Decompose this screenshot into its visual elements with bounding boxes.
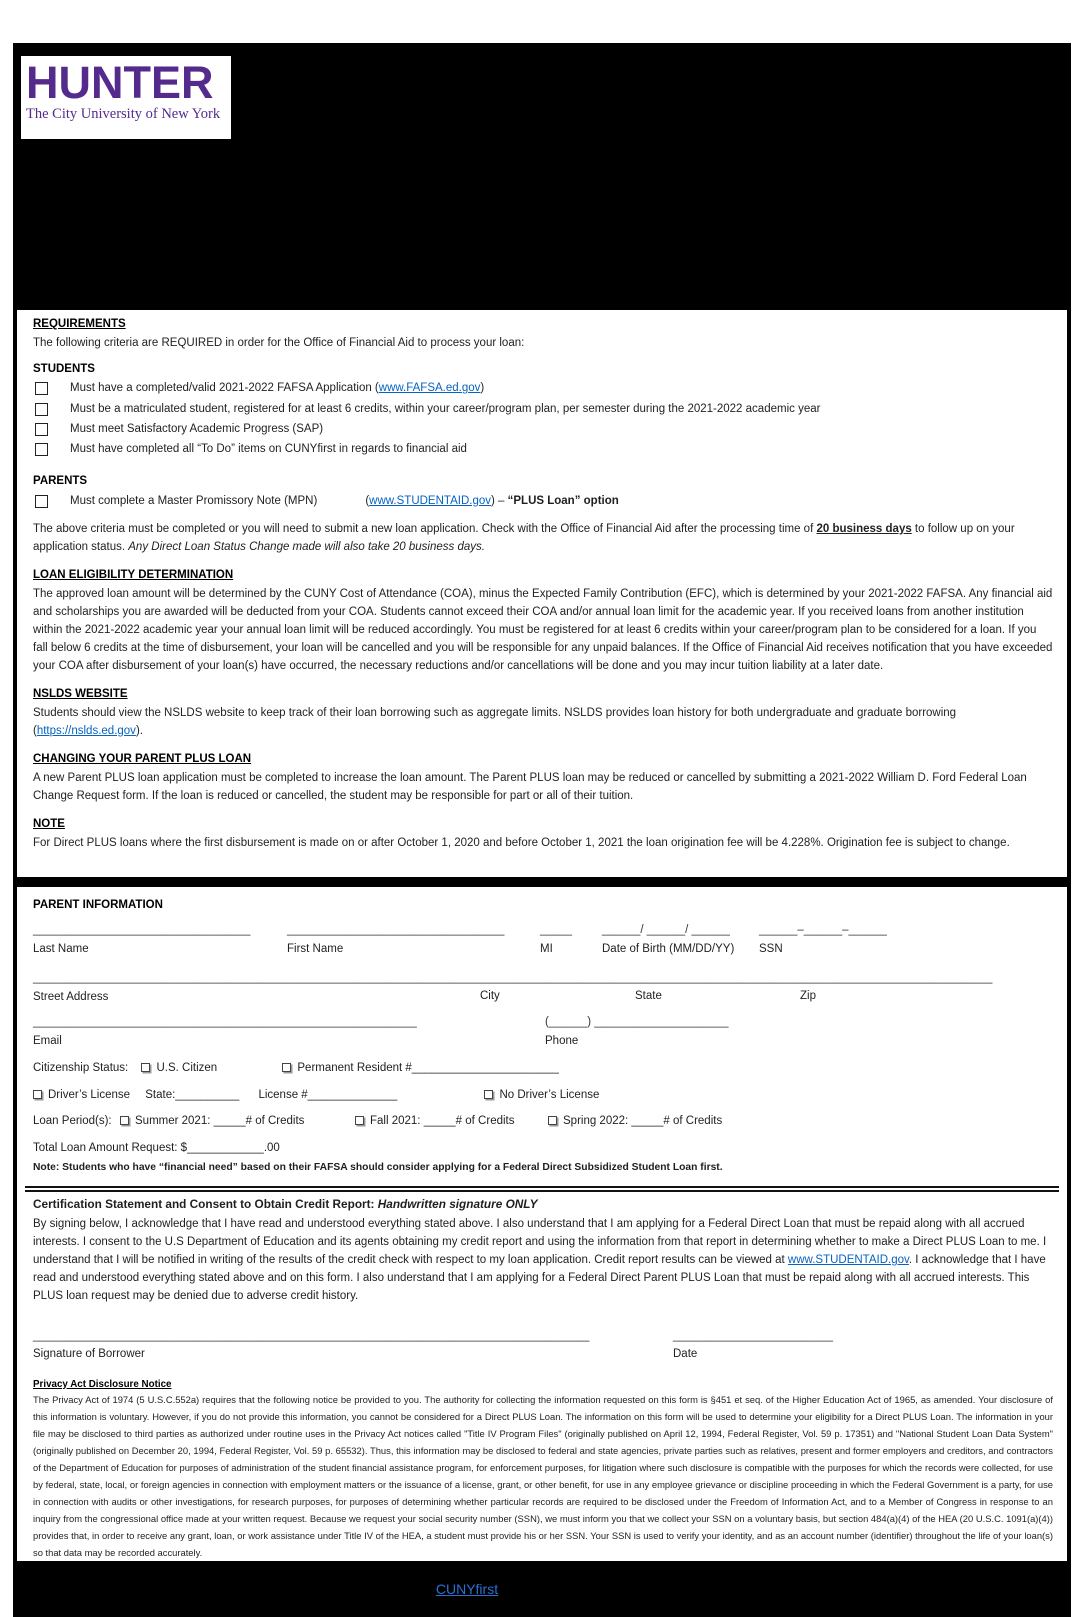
fall-option bbox=[355, 1113, 514, 1130]
spring-option-label: Spring 2022: _____# of Credits bbox=[563, 1114, 723, 1127]
certification-post: . I acknowledge that I have read and understood everything stated above and on this form. I also understand that I am applying for a Federal Direct Parent PLUS Loan that must be repaid along with all accrued interests. This PLUS loan request may be denied due to adverse credit history. bbox=[33, 1253, 1046, 1302]
student-req-fafsa-text: Must have a completed/valid 2021-2022 FAFSA Application ( bbox=[70, 382, 379, 395]
mi-label: MI bbox=[540, 942, 553, 955]
citizenship-label: Citizenship Status: bbox=[33, 1062, 129, 1075]
cunyfirst-link[interactable]: CUNYfirst bbox=[435, 1581, 499, 1598]
loan-eligibility-body: The approved loan amount will be determined by the CUNY Cost of Attendance (COA), minus the Expected Family Contribution (EFC), which is determined by your 2021-2022 FAFSA. Any financial aid and scholarships you are awarded will be deducted from your COA. Students cannot exceed their COA and/or annual loan limit for the academic year. If you received loans from another institution within the 2021-2022 academic year your annual loan limit will be reduced accordingly. You must be registered for at least 6 credits within your career/program plan to be considered for a loan. If you fall below 6 credits at the time of disbursement, your loan will be cancelled and you will be responsible for any unpaid balances. If the Office of Financial Aid receives notification that you have exceeded your COA after disbursement of your loan(s) have occurred, the necessary reductions and/or cancellations will be done and you may incur tuition liability at a later date. bbox=[33, 588, 1053, 672]
total-loan-amount: Total Loan Amount Request: $____________.00 bbox=[33, 1141, 280, 1154]
summer-option bbox=[120, 1113, 304, 1130]
studentaid-link[interactable]: www.STUDENTAID.gov bbox=[787, 1253, 909, 1266]
certification-body bbox=[33, 1216, 1053, 1306]
email-blank: ____________________________________________________________ bbox=[33, 1016, 417, 1029]
fafsa-link[interactable]: www.FAFSA.ed.gov bbox=[378, 382, 481, 395]
parent-requirement-label bbox=[70, 493, 619, 510]
nslds-heading: NSLDS WEBSITE bbox=[33, 687, 128, 700]
mi-blank: _____ bbox=[540, 924, 572, 937]
ssn-label: SSN bbox=[759, 942, 783, 955]
license-number-blank: License #______________ bbox=[258, 1088, 398, 1101]
license-state-blank: State:__________ bbox=[145, 1088, 240, 1101]
drivers-license-option: Driver’s License bbox=[48, 1088, 131, 1101]
no-drivers-license-option: No Driver’s License bbox=[499, 1088, 600, 1101]
changing-plus-heading: CHANGING YOUR PARENT PLUS LOAN bbox=[33, 752, 252, 765]
loan-eligibility-heading: LOAN ELIGIBILITY DETERMINATION bbox=[33, 568, 234, 581]
city-label: City bbox=[480, 990, 500, 1003]
parents-heading: PARENTS bbox=[33, 475, 88, 488]
citizenship-row bbox=[33, 1060, 1053, 1077]
checkbox-icon[interactable] bbox=[33, 1090, 42, 1099]
phone-label: Phone bbox=[545, 1034, 579, 1047]
checkbox-icon[interactable] bbox=[35, 495, 48, 508]
page-content bbox=[13, 310, 1071, 1561]
followup-p1: The above criteria must be completed or you will need to submit a new loan application. Check with the Office of Financial Aid after the processing time of bbox=[33, 522, 817, 535]
student-requirement-label: Must meet Satisfactory Academic Progress (SAP) bbox=[70, 422, 324, 435]
email-field[interactable] bbox=[33, 1014, 417, 1050]
fall-option-label: Fall 2021: _____# of Credits bbox=[370, 1114, 515, 1127]
followup-italic: Any Direct Loan Status Change made will also take 20 business days. bbox=[128, 540, 485, 553]
summer-option-label: Summer 2021: _____# of Credits bbox=[135, 1114, 305, 1127]
note-body: For Direct PLUS loans where the first disbursement is made on or after October 1, 2020 and before October 1, 2021 the loan origination fee will be 4.228%. Origination fee is subject to change. bbox=[33, 837, 1010, 850]
dob-field[interactable] bbox=[602, 922, 734, 958]
note-heading: NOTE bbox=[33, 818, 65, 830]
section-divider-bar bbox=[17, 877, 1067, 887]
state-label: State bbox=[635, 990, 662, 1003]
street-address-label: Street Address bbox=[33, 990, 109, 1003]
checkbox-icon[interactable] bbox=[282, 1063, 291, 1072]
last-name-blank: __________________________________ bbox=[33, 924, 251, 937]
student-requirement-label: Must be a matriculated student, registered for at least 6 credits, within your career/program plan, per semester during the 2021-2022 academic year bbox=[70, 402, 821, 415]
students-heading: STUDENTS bbox=[33, 363, 95, 376]
street-address-row bbox=[33, 970, 1053, 1010]
signature-field[interactable] bbox=[33, 1328, 589, 1364]
nslds-link[interactable]: https://nslds.ed.gov bbox=[36, 724, 136, 737]
plus-loan-option-text: “PLUS Loan” option bbox=[507, 494, 619, 507]
signature-blank: _______________________________________________________________________________________ bbox=[33, 1329, 590, 1342]
checkbox-icon[interactable] bbox=[141, 1063, 150, 1072]
permanent-resident-option: Permanent Resident #_______________________ bbox=[297, 1062, 559, 1075]
street-address-blank: ______________________________________________________________________________________________________________________________________________________ bbox=[33, 972, 993, 985]
checkbox-icon[interactable] bbox=[548, 1116, 557, 1125]
student-requirement-label bbox=[70, 380, 484, 397]
date-label: Date bbox=[673, 1347, 698, 1360]
email-phone-row bbox=[33, 1014, 1053, 1054]
header-band bbox=[13, 43, 1071, 310]
checkbox-icon[interactable] bbox=[35, 423, 48, 436]
mpn-text: Must complete a Master Promissory Note (MPN) bbox=[70, 494, 318, 507]
student-req-fafsa-close: ) bbox=[480, 382, 485, 395]
date-field[interactable] bbox=[673, 1328, 833, 1364]
studentaid-link[interactable]: www.STUDENTAID.gov bbox=[369, 494, 491, 507]
checkbox-icon[interactable] bbox=[120, 1116, 129, 1125]
loan-period-row bbox=[33, 1113, 1053, 1131]
checkbox-icon[interactable] bbox=[484, 1090, 493, 1099]
last-name-label: Last Name bbox=[33, 942, 89, 955]
requirements-intro: The following criteria are REQUIRED in order for the Office of Financial Aid to process your loan: bbox=[33, 337, 525, 350]
double-line-divider bbox=[25, 1186, 1059, 1192]
date-blank: _________________________ bbox=[673, 1329, 833, 1342]
student-requirement-row bbox=[35, 421, 1053, 438]
checkbox-icon[interactable] bbox=[355, 1116, 364, 1125]
changing-plus-body: A new Parent PLUS loan application must be completed to increase the loan amount. The Parent PLUS loan may be reduced or cancelled by submitting a 2021-2022 William D. Ford Federal Loan Change Request form. If the loan is reduced or cancelled, the student may be responsible for part or all of their tuition. bbox=[33, 772, 1027, 803]
ssn-field[interactable] bbox=[759, 922, 887, 958]
parent-name-row bbox=[33, 922, 1053, 962]
spring-option bbox=[548, 1113, 722, 1130]
us-citizen-option: U.S. Citizen bbox=[156, 1062, 218, 1075]
student-requirement-row bbox=[35, 401, 1053, 418]
street-address-field[interactable] bbox=[33, 970, 993, 1006]
loan-period-label: Loan Period(s): bbox=[33, 1114, 112, 1127]
phone-field[interactable] bbox=[545, 1014, 729, 1050]
checkbox-icon[interactable] bbox=[35, 403, 48, 416]
mi-field[interactable] bbox=[540, 922, 572, 958]
certification-heading-italic: Handwritten signature ONLY bbox=[377, 1196, 538, 1211]
parent-information-heading: PARENT INFORMATION bbox=[33, 899, 163, 912]
dob-label: Date of Birth (MM/DD/YY) bbox=[602, 942, 735, 955]
requirements-heading: REQUIREMENTS bbox=[33, 318, 126, 330]
student-requirement-row bbox=[35, 380, 1053, 397]
total-loan-row bbox=[33, 1140, 1053, 1157]
mpn-link-open: ( bbox=[365, 494, 370, 507]
nslds-body bbox=[33, 705, 1053, 741]
followup-paragraph bbox=[33, 521, 1053, 557]
dob-blank: ______/ ______/ ______ bbox=[602, 924, 730, 937]
page-frame bbox=[13, 43, 1071, 1598]
hunter-logo bbox=[21, 56, 231, 139]
followup-business-days: 20 business days bbox=[816, 522, 912, 535]
hunter-logo-word: HUNTER bbox=[26, 57, 214, 108]
hunter-logo-tagline: The City University of New York bbox=[26, 106, 221, 123]
last-name-field[interactable] bbox=[33, 922, 250, 958]
nslds-post: ). bbox=[135, 724, 143, 737]
signature-label: Signature of Borrower bbox=[33, 1347, 145, 1360]
nslds-pre: Students should view the NSLDS website to keep track of their loan borrowing such as aggregate limits. NSLDS provides loan history for both undergraduate and graduate borrowing ( bbox=[33, 707, 957, 737]
parent-info-note: Note: Students who have “financial need” based on their FAFSA should consider applying for a Federal Direct Subsidized Student Loan first. bbox=[33, 1162, 723, 1174]
signature-row bbox=[33, 1328, 1053, 1364]
zip-label: Zip bbox=[800, 990, 816, 1003]
followup-p2: to follow up on your application status. bbox=[33, 522, 1015, 553]
checkbox-icon[interactable] bbox=[35, 443, 48, 456]
first-name-label: First Name bbox=[287, 942, 344, 955]
phone-blank: (______) _____________________ bbox=[545, 1016, 729, 1029]
footer-band bbox=[13, 1561, 1071, 1617]
mpn-link-close: ) – bbox=[491, 494, 508, 507]
privacy-heading: Privacy Act Disclosure Notice bbox=[33, 1378, 172, 1390]
checkbox-icon[interactable] bbox=[35, 382, 48, 395]
first-name-blank: __________________________________ bbox=[287, 924, 505, 937]
student-requirement-row bbox=[35, 441, 1053, 458]
certification-heading: Certification Statement and Consent to Obtain Credit Report: bbox=[33, 1196, 378, 1211]
parent-requirement-row bbox=[35, 493, 1053, 510]
drivers-license-row bbox=[33, 1087, 1053, 1104]
ssn-blank: ______–______–______ bbox=[759, 924, 887, 937]
student-requirement-label: Must have completed all “To Do” items on CUNYfirst in regards to financial aid bbox=[70, 443, 467, 456]
email-label: Email bbox=[33, 1034, 62, 1047]
first-name-field[interactable] bbox=[287, 922, 504, 958]
certification-pre: By signing below, I acknowledge that I have read and understood everything stated above. I also understand that I am applying for a Federal Direct Loan that must be repaid along with all accrued interests. I consent to the U.S Department of Education and its agents obtaining my credit report and using the information from that report in determining whether to make a Direct PLUS Loan to me. I understand that I will be notified in writing of the results of the credit check with respect to my loan application. Credit report results can be viewed at bbox=[33, 1217, 1047, 1266]
privacy-body: The Privacy Act of 1974 (5 U.S.C.552a) requires that the following notice be provided to you. The authority for collecting the information requested on this form is §451 et seq. of the Higher Education Act of 1965, as amended. Your disclosure of this information is voluntary. However, if you do not provide this information, you cannot be considered for a Direct PLUS Loan. The information on this form will be used to determine your eligibility for a Direct PLUS Loan. The information in your file may be disclosed to third parties as authorized under routine uses in the Privacy Act notices called "Title IV Program Files" (originally published on April 12, 1994, Federal Register, Vol. 59 p. 17351) and "National Student Loan Data System" (originally published on December 20, 1994, Federal Register, Vol. 59 p. 65532). Thus, this information may be disclosed to federal and state agencies, private parties such as relatives, present and former employers and creditors, and contractors of the Department of Education for purposes of administration of the student financial assistance program, for enforcement purposes, for litigation where such disclosure is compatible with the purposes for which the records were collected, for use by federal, state, local, or foreign agencies in connection with employment matters or the issuance of a license, grant, or other benefit, for use in any employee grievance or discipline proceeding in which the Federal Government is a party, for use in connection with audits or other investigations, for research purposes, for purposes of determining whether particular records are required to be disclosed under the Freedom of Information Act, and to a Member of Congress in response to an inquiry from the congressional office made at your written request. Because we request your social security number (SSN), we must inform you that we collect your SSN on a voluntary basis, but section 484(a)(4) of the HEA (20 U.S.C. 1091(a)(4)) provides that, in order to receive any grant, loan, or work assistance under Title IV of the HEA, a student must provide his or her SSN. Your SSN is used to verify your identity, and as an account number (identifier) throughout the life of your loan(s) so that data may be recorded accurately. bbox=[33, 1394, 1053, 1558]
